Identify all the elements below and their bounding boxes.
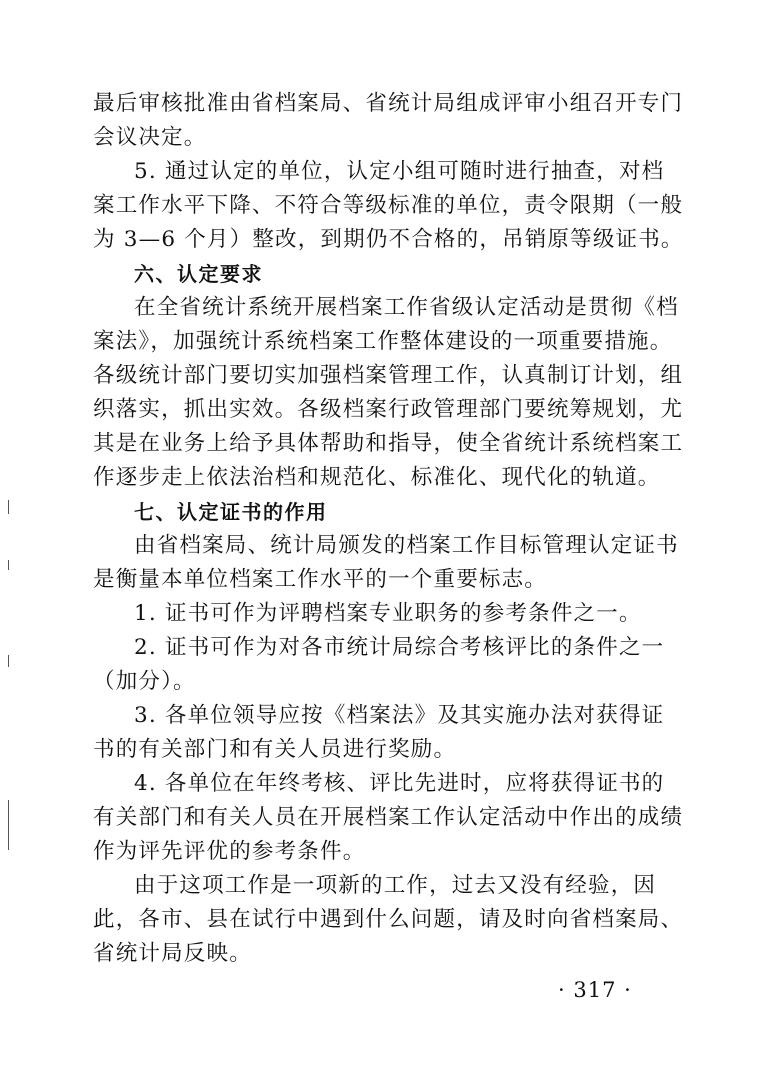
body-line: 在全省统计系统开展档案工作省级认定活动是贯彻《档 — [134, 295, 679, 320]
body-line: 织落实，抓出实效。各级档案行政管理部门要统筹规划，尤 — [93, 397, 684, 422]
body-line: 案法》，加强统计系统档案工作整体建设的一项重要措施。 — [93, 329, 673, 354]
page-number: · 317 · — [558, 978, 632, 1002]
body-line: 最后审核批准由省档案局、省统计局组成评审小组召开专门 — [93, 91, 684, 116]
body-line: 作逐步走上依法治档和规范化、标准化、现代化的轨道。 — [93, 465, 661, 490]
body-line: 3. 各单位领导应按《档案法》及其实施办法对获得证 — [134, 703, 665, 728]
body-line: 有关部门和有关人员在开展档案工作认定活动中作出的成绩 — [93, 805, 684, 830]
body-line: 会议决定。 — [93, 125, 207, 150]
body-line: 由省档案局、统计局颁发的档案工作目标管理认定证书 — [134, 533, 679, 558]
body-line: （加分）。 — [93, 669, 196, 694]
binding-mark — [8, 655, 9, 667]
section-heading: 六、认定要求 — [134, 262, 263, 286]
body-line: 是衡量本单位档案工作水平的一个重要标志。 — [93, 567, 548, 592]
body-line: 5. 通过认定的单位，认定小组可随时进行抽查，对档 — [134, 159, 665, 184]
binding-mark — [8, 560, 9, 570]
body-line: 各级统计部门要切实加强档案管理工作，认真制订计划，组 — [93, 363, 684, 388]
body-line: 4. 各单位在年终考核、评比先进时，应将获得证书的 — [134, 771, 665, 796]
body-line: 2. 证书可作为对各市统计局综合考核评比的条件之一 — [134, 635, 665, 660]
body-line: 其是在业务上给予具体帮助和指导，使全省统计系统档案工 — [93, 431, 684, 456]
body-line: 作为评先评优的参考条件。 — [93, 839, 366, 864]
body-line: 案工作水平下降、不符合等级标准的单位，责令限期（一般 — [93, 193, 684, 218]
body-line: 1. 证书可作为评聘档案专业职务的参考条件之一。 — [134, 601, 642, 626]
body-line: 书的有关部门和有关人员进行奖励。 — [93, 737, 457, 762]
binding-mark — [8, 800, 9, 850]
binding-mark — [8, 500, 9, 514]
body-line: 此，各市、县在试行中遇到什么问题，请及时向省档案局、 — [93, 907, 684, 932]
body-line: 为 3—6 个月）整改，到期仍不合格的，吊销原等级证书。 — [93, 227, 684, 252]
body-line: 省统计局反映。 — [93, 941, 252, 966]
section-heading: 七、认定证书的作用 — [134, 500, 328, 524]
body-line: 由于这项工作是一项新的工作，过去又没有经验，因 — [134, 873, 657, 898]
